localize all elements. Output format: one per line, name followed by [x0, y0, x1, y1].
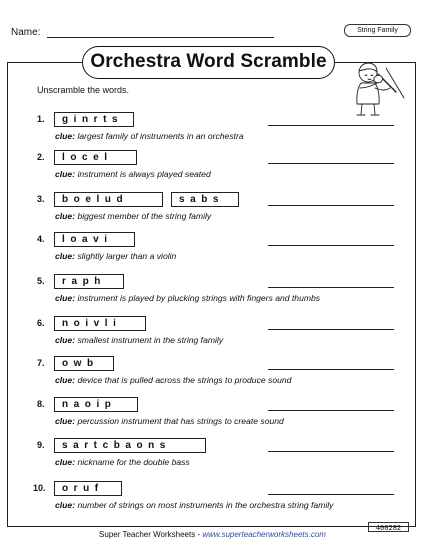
category-tag: String Family	[344, 24, 411, 37]
scrambled-letters-box: g i n r t s	[54, 112, 134, 127]
question-item	[0, 112, 425, 148]
question-item	[0, 274, 425, 310]
clue-label: clue:	[55, 131, 76, 141]
clue-text	[55, 293, 320, 303]
clue-description: device that is pulled across the strings to produce sound	[77, 375, 292, 385]
question-number: 10.	[33, 483, 46, 493]
clue-label: clue:	[55, 169, 76, 179]
question-number: 8.	[37, 399, 45, 409]
scrambled-letters-box: o w b	[54, 356, 114, 371]
clue-description: smallest instrument in the string family	[77, 335, 224, 345]
clue-text	[55, 131, 244, 141]
answer-line[interactable]	[268, 287, 394, 288]
clue-description: instrument is always played seated	[77, 169, 211, 179]
footer-brand: Super Teacher Worksheets	[99, 530, 196, 539]
footer-url[interactable]: www.superteacherworksheets.com	[202, 530, 326, 539]
name-label: Name:	[11, 27, 41, 38]
footer-separator: -	[195, 530, 203, 539]
question-number: 9.	[37, 440, 45, 450]
clue-label: clue:	[55, 211, 76, 221]
question-number: 6.	[37, 318, 45, 328]
answer-line[interactable]	[268, 125, 394, 126]
clue-label: clue:	[55, 293, 76, 303]
clue-description: slightly larger than a violin	[77, 251, 177, 261]
worksheet-title: Orchestra Word Scramble	[82, 46, 335, 79]
question-item	[0, 150, 425, 186]
answer-line[interactable]	[268, 494, 394, 495]
clue-text	[55, 211, 211, 221]
clue-text	[55, 457, 190, 467]
clue-text	[55, 500, 333, 510]
footer	[0, 530, 425, 539]
clue-text	[55, 335, 223, 345]
scrambled-letters-box: s a b s	[171, 192, 239, 207]
clue-label: clue:	[55, 335, 76, 345]
clue-description: largest family of instruments in an orchestra	[77, 131, 244, 141]
question-item	[0, 192, 425, 228]
answer-line[interactable]	[268, 205, 394, 206]
clue-description: nickname for the double bass	[77, 457, 190, 467]
question-item	[0, 397, 425, 433]
clue-text	[55, 251, 176, 261]
question-item	[0, 316, 425, 352]
question-number: 7.	[37, 358, 45, 368]
instructions: Unscramble the words.	[37, 85, 130, 95]
clue-label: clue:	[55, 500, 76, 510]
question-item	[0, 232, 425, 268]
clue-label: clue:	[55, 416, 76, 426]
worksheet-code: 400282	[368, 522, 409, 532]
answer-line[interactable]	[268, 163, 394, 164]
answer-line[interactable]	[268, 369, 394, 370]
scrambled-letters-box: b o e l u d	[54, 192, 163, 207]
clue-description: number of strings on most instruments in the orchestra string family	[77, 500, 334, 510]
question-item	[0, 481, 425, 517]
clue-description: biggest member of the string family	[77, 211, 212, 221]
clue-text	[55, 416, 284, 426]
clue-label: clue:	[55, 457, 76, 467]
clue-text	[55, 169, 211, 179]
scrambled-letters-box: l o c e l	[54, 150, 137, 165]
question-item	[0, 356, 425, 392]
question-number: 2.	[37, 152, 45, 162]
name-line[interactable]	[47, 37, 274, 38]
clue-description: percussion instrument that has strings to create sound	[77, 416, 284, 426]
question-number: 5.	[37, 276, 45, 286]
scrambled-letters-box: n o i v l i	[54, 316, 146, 331]
question-number: 3.	[37, 194, 45, 204]
clue-label: clue:	[55, 251, 76, 261]
clue-text	[55, 375, 291, 385]
answer-line[interactable]	[268, 329, 394, 330]
question-item	[0, 438, 425, 474]
question-number: 1.	[37, 114, 45, 124]
scrambled-letters-box: o r u f	[54, 481, 122, 496]
violinist-illustration	[346, 58, 408, 120]
answer-line[interactable]	[268, 410, 394, 411]
scrambled-letters-box: r a p h	[54, 274, 124, 289]
clue-description: instrument is played by plucking strings with fingers and thumbs	[77, 293, 321, 303]
question-number: 4.	[37, 234, 45, 244]
scrambled-letters-box: l o a v i	[54, 232, 135, 247]
scrambled-letters-box: n a o i p	[54, 397, 138, 412]
clue-label: clue:	[55, 375, 76, 385]
scrambled-letters-box: s a r t c b a o n s	[54, 438, 206, 453]
answer-line[interactable]	[268, 451, 394, 452]
answer-line[interactable]	[268, 245, 394, 246]
